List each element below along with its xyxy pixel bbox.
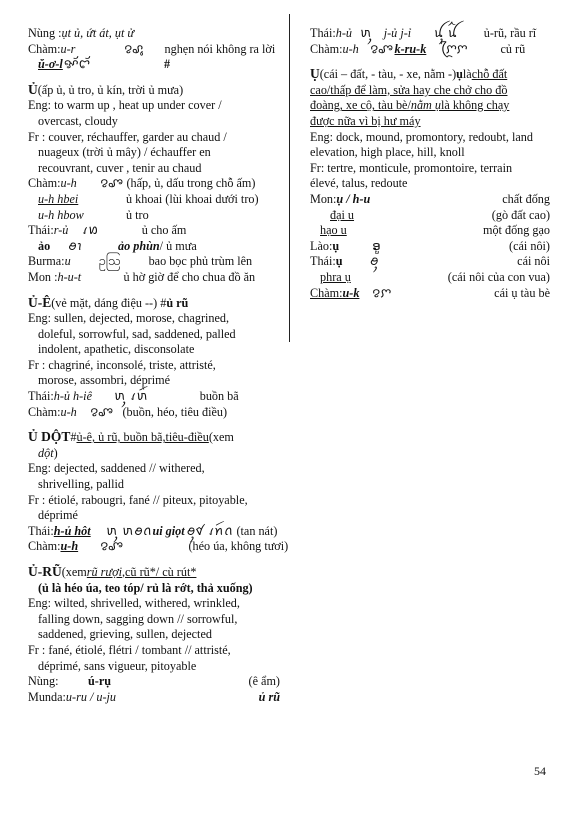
text-line: [28, 477, 280, 493]
text-run: Burma:: [28, 254, 65, 269]
text-run: Ủ-Ê: [28, 294, 52, 310]
text-line: [28, 42, 280, 58]
text-run: ủ rũ: [166, 295, 189, 310]
text-line: [310, 270, 550, 286]
text-run: recouvrant, cuver , tenir au chaud: [38, 160, 202, 175]
text-run: ủ-ê, ủ rũ, buồn bã,tiêu-điều: [76, 430, 209, 445]
script-glyphs: ꪮꪴꪥ ꪹꪀꪷꪒ: [186, 523, 234, 539]
script-glyphs: ꨂꨆ: [372, 285, 392, 301]
text-run: u-h hbei: [38, 191, 79, 206]
text-run: Mon:: [310, 191, 337, 206]
text-run: ủ-rũ, rầu rĩ: [483, 26, 537, 40]
text-run: Thái:: [310, 254, 336, 269]
text-line: [28, 208, 280, 224]
text-line: [28, 564, 280, 581]
text-run: h-ủ hôt: [53, 523, 91, 538]
text-line: [28, 254, 280, 270]
script-glyphs: ꨂꨨ: [100, 539, 124, 555]
text-line: [28, 405, 280, 421]
text-run: h-ủ h-iê: [53, 389, 92, 404]
text-line: [310, 26, 550, 42]
text-run: Eng: dock, mound, promontory, redoubt, land: [310, 129, 533, 144]
text-run: déprimé, sans vigueur, pitoyable: [38, 658, 197, 673]
text-line: [310, 223, 550, 239]
text-line: [310, 161, 550, 177]
text-run: (cái nôi): [509, 238, 550, 253]
text-run: u-h: [60, 539, 79, 554]
text-run: shrivelling, pallid: [38, 477, 124, 492]
text-run: Nùng:: [28, 674, 59, 689]
text-line: [28, 311, 280, 327]
text-run: bao bọc phủ trùm lên: [148, 254, 253, 269]
text-line: [28, 508, 280, 524]
entry-gap: [28, 286, 280, 295]
text-line: [28, 659, 280, 675]
text-run: Ủ DỘT: [28, 429, 71, 445]
text-run: ảo: [38, 238, 51, 253]
text-run: indolent, apathetic, disconsolate: [38, 342, 195, 357]
text-run: ui giọt: [152, 523, 185, 538]
page-number: 54: [534, 764, 546, 778]
text-line: [28, 114, 280, 130]
text-run: (gò đất cao): [491, 207, 550, 222]
text-run: h-ủ: [335, 26, 352, 40]
text-line: [28, 342, 280, 358]
text-line: [310, 66, 550, 83]
text-line: [28, 161, 280, 177]
text-run: ụ: [332, 238, 340, 253]
text-line: [310, 83, 550, 99]
text-run: ụ / h-u: [336, 191, 371, 206]
text-run: củ rũ: [500, 41, 526, 56]
text-line: [310, 98, 550, 114]
text-run: Thái:: [28, 523, 54, 538]
column-divider: [289, 14, 290, 342]
text-run: buồn bã: [199, 389, 239, 404]
text-run: Chàm:: [28, 41, 61, 56]
text-run: #: [70, 430, 77, 445]
text-run: u-h: [60, 404, 77, 419]
text-run: (xem: [208, 430, 234, 445]
script-glyphs: ꪮꪴ: [369, 254, 379, 270]
text-run: u: [64, 254, 71, 269]
text-line: [28, 627, 280, 643]
text-run: nuageux (trời ủ mây) / échauffer en: [38, 145, 211, 160]
text-line: [28, 524, 280, 540]
text-line: [28, 612, 280, 628]
text-run: overcast, cloudy: [38, 113, 118, 128]
text-run: Mon :: [28, 269, 58, 284]
text-run: (buồn, héo, tiêu điều): [122, 404, 228, 419]
text-run: Chàm:: [28, 404, 61, 419]
text-run: đại u: [330, 207, 355, 222]
text-line: [28, 176, 280, 192]
text-run: chỗ đất: [471, 67, 508, 82]
text-run: ụ: [335, 254, 343, 269]
text-line: [28, 327, 280, 343]
text-line: [28, 461, 280, 477]
text-run: được nữa vì bị hư máy: [310, 113, 421, 128]
text-run: Lào:: [310, 238, 333, 253]
text-run: h-u-t: [57, 269, 82, 284]
script-glyphs: ꨂꨨ: [370, 41, 394, 57]
text-run: cái ụ tàu bè: [494, 285, 550, 300]
text-line: [28, 82, 280, 99]
text-line: [310, 239, 550, 255]
text-run: morose, assombri, déprimé: [38, 373, 171, 388]
text-run: (vẻ mặt, dáng điệu --) #: [51, 295, 167, 310]
text-line: [28, 493, 280, 509]
text-run: cũ rũ*/ cù rút*: [125, 565, 197, 579]
text-run: phra ụ: [320, 269, 351, 284]
script-glyphs: ອູ: [372, 238, 381, 254]
text-run: ŭ-ơ-l: [38, 57, 63, 72]
text-line: [28, 539, 289, 555]
script-glyphs: ꨂꨨ: [90, 404, 114, 420]
text-run: (hấp, ủ, dấu trong chỗ ấm): [126, 176, 256, 191]
text-line: [28, 130, 280, 146]
text-run: saddened, grieving, sullen, dejected: [38, 627, 212, 642]
script-glyphs: ꨀꨮꨤꨮ: [64, 57, 91, 73]
text-line: [28, 270, 280, 286]
entry-gap: [28, 420, 280, 429]
text-run: Thái:: [28, 223, 54, 238]
script-glyphs: ꪬꪴ ꪬꪮꪒ: [105, 523, 153, 539]
text-run: déprimé: [38, 508, 78, 523]
text-run: Nùng :: [28, 26, 62, 40]
text-run: (ấp ủ, ủ tro, ủ kín, trời ủ mưa): [37, 82, 184, 97]
text-run: u-h hbow: [38, 207, 84, 222]
text-run: ủ cho ấm: [141, 223, 187, 238]
text-run: Munda:: [28, 689, 66, 704]
text-line: [28, 57, 280, 73]
text-run: u-ru / u-ju: [65, 689, 117, 704]
script-glyphs: ꨂꨣꨶ: [124, 41, 144, 57]
text-run: élevé, talus, redoute: [310, 176, 408, 191]
text-run: Chàm:: [28, 176, 61, 191]
text-run: (cái nôi của con vua): [447, 269, 550, 284]
text-run: Thái:: [310, 26, 336, 40]
text-line: [310, 208, 550, 224]
script-glyphs: ꪬꪴ: [359, 26, 372, 41]
text-line: [28, 358, 280, 374]
text-line: [28, 239, 280, 255]
text-run: nghẹn nói không ra lời: [164, 41, 276, 56]
text-run: u-k: [342, 285, 360, 300]
text-run: đoàng, xe cộ, tàu bè/: [310, 98, 411, 113]
text-run: Fr : couver, réchauffer, garder au chaud /: [28, 129, 227, 144]
text-run: là: [462, 67, 472, 82]
text-run: (xem: [61, 565, 87, 579]
text-run: ụt ủ, ứt át, ụt ử: [61, 26, 135, 40]
text-run: Chàm:: [310, 285, 343, 300]
text-run: ảo phùn: [118, 238, 160, 253]
entry-gap: [310, 57, 550, 66]
text-line: [310, 286, 550, 302]
text-run: ủ hờ giờ để cho chua đồ ăn: [123, 269, 256, 284]
script-glyphs: ꪹꪭ: [81, 223, 99, 239]
text-run: u-h: [60, 176, 77, 191]
text-line: [310, 176, 550, 192]
text-run: (ủ là héo úa, teo tóp/ rủ là rớt, thả xuống): [38, 580, 253, 595]
text-run: Eng: sullen, dejected, morose, chagrined,: [28, 311, 230, 326]
entry-gap: [28, 555, 280, 564]
text-run: Ụ: [310, 66, 320, 82]
text-run: hạo u: [320, 223, 347, 238]
entry-gap: [28, 73, 280, 82]
text-run: Fr: tertre, monticule, promontoire, terrain: [310, 160, 513, 175]
text-line: [28, 389, 280, 405]
text-line: [28, 690, 280, 706]
text-run: Chàm:: [310, 41, 343, 56]
left-column: [28, 26, 289, 705]
text-line: [28, 223, 280, 239]
text-run: cao/thấp để làm, sửa hay che chở cho đồ: [310, 82, 508, 97]
text-run: elevation, high place, hill, knoll: [310, 145, 465, 160]
text-line: [28, 192, 280, 208]
text-run: r-ủ: [53, 223, 69, 238]
text-run: ú-rụ: [88, 674, 112, 689]
text-run: một đống gạo: [482, 223, 550, 238]
text-line: [310, 145, 550, 161]
text-line: [28, 429, 280, 446]
text-line: [28, 295, 280, 312]
text-run: Chàm:: [28, 539, 61, 554]
text-run: ,: [121, 565, 126, 579]
script-glyphs: ꨂꨨ: [100, 176, 124, 192]
text-line: [28, 581, 280, 597]
text-line: [28, 26, 280, 42]
text-run: (ê ẩm): [248, 674, 280, 689]
text-line: [310, 130, 550, 146]
text-line: [310, 42, 550, 58]
text-run: dột: [38, 445, 54, 460]
text-run: Fr : chagriné, inconsolé, triste, attristé,: [28, 357, 216, 372]
text-run: Thái:: [28, 389, 54, 404]
text-line: [310, 192, 550, 208]
text-run: Fr : fané, étiolé, flétri / tombant // attristé,: [28, 642, 231, 657]
right-column: [310, 26, 550, 301]
script-glyphs: ꨆꨴꨆ: [440, 41, 468, 57]
text-run: doleful, sorrowful, sad, saddened, palled: [38, 326, 236, 341]
text-line: [310, 114, 550, 130]
text-run: (cái – đất, - tàu, - xe, nằm -): [319, 67, 457, 82]
text-run: j-ủ j-ỉ: [383, 26, 412, 40]
text-run: ủ rũ: [258, 689, 280, 704]
script-glyphs: ꪊꪴ ꪊꪲ: [433, 26, 458, 41]
text-line: [28, 674, 280, 690]
text-run: Eng: to warm up , heat up under cover /: [28, 98, 222, 113]
text-line: [28, 446, 280, 462]
text-run: #: [164, 57, 171, 72]
text-run: Fr : étiolé, rabougri, fané // piteux, pitoyable,: [28, 492, 248, 507]
text-run: ủ khoai (lùi khoai dưới tro): [126, 191, 259, 206]
text-run: / ủ mưa: [159, 238, 197, 253]
text-line: [28, 98, 280, 114]
text-run: Eng: dejected, saddened // withered,: [28, 461, 205, 476]
text-run: Ủ-RŨ: [28, 564, 62, 579]
text-run: falling down, sagging down // sorrowful,: [38, 611, 238, 626]
text-line: [28, 145, 280, 161]
text-run: u-r: [60, 41, 76, 56]
script-glyphs: ဥသြ: [98, 254, 121, 270]
text-run: ụ: [456, 67, 463, 82]
text-line: [28, 373, 280, 389]
text-run: ): [53, 445, 58, 460]
text-run: cái nôi: [517, 254, 550, 269]
text-run: Ủ: [28, 81, 38, 97]
text-run: (tan nát): [236, 523, 278, 538]
text-line: [28, 643, 280, 659]
text-run: rũ rượi: [86, 565, 122, 579]
text-run: k-ru-k: [394, 41, 427, 56]
text-run: chất đống: [502, 191, 550, 206]
script-glyphs: ꪬꪴ ꪹꪬꪸ: [113, 389, 149, 405]
text-run: u-h: [342, 41, 359, 56]
text-line: [28, 596, 280, 612]
text-run: là không chạy: [441, 98, 510, 113]
text-run: (héo úa, không tươi): [188, 539, 289, 554]
text-run: Eng: wilted, shrivelled, withered, wrinkled,: [28, 596, 240, 611]
text-line: [310, 254, 550, 270]
text-run: nằm ụ: [410, 98, 441, 113]
text-run: ủ tro: [126, 207, 149, 222]
script-glyphs: ꪮꪱ: [68, 238, 83, 254]
